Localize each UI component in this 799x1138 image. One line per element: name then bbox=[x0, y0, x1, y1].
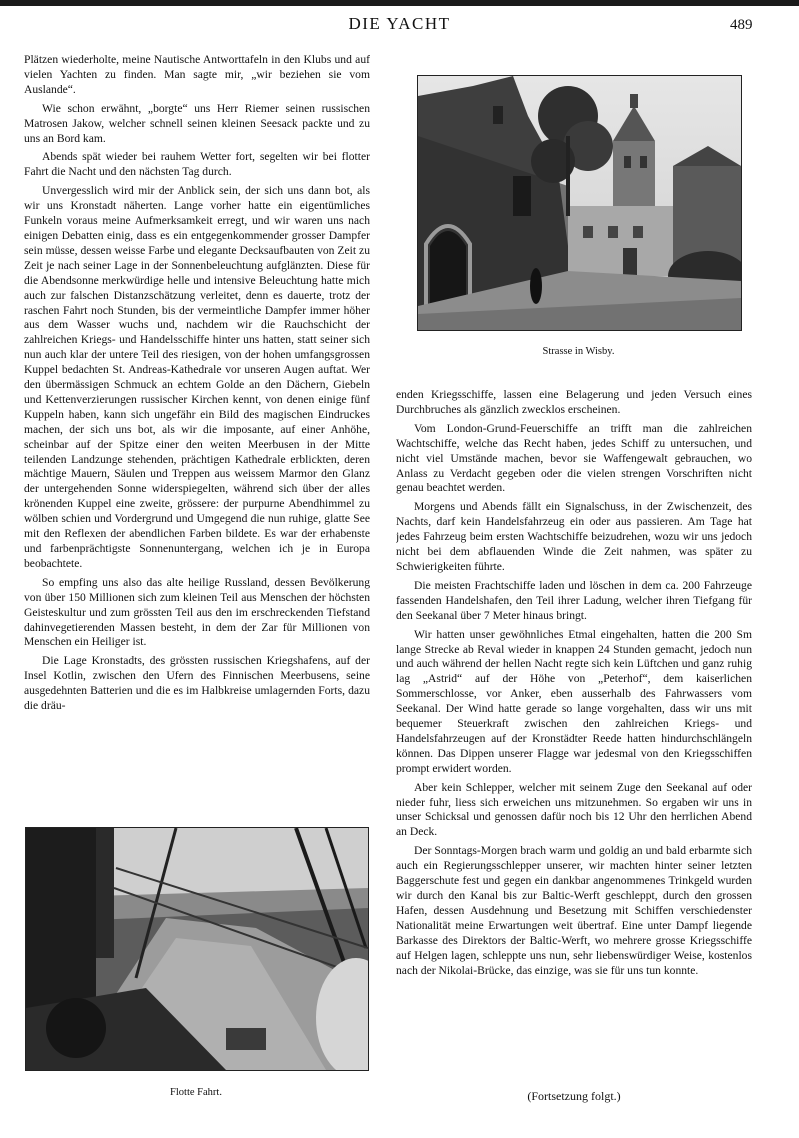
paragraph: So empfing uns also das alte heilige Russland, dessen Bevölkerung von über 150 Millionen sich zum kleinen Teil aus Menschen der höchsten Geisteskultur und zum grössten Teil aus den im erschreckenden Tiefstand dahinvegetierenden Massen besteht, in dem der Zar für Millionen von Menschen ein Heiliger ist. bbox=[24, 575, 370, 649]
paragraph: Wir hatten unser gewöhnliches Etmal eingehalten, hatten die 200 Sm lange Strecke ab Reval wieder in knappen 24 Stunden gemacht, jedoch nun und auch während der hellen Nacht regte sich kein Lüftchen und ganz ruhig lag „Astrid“ auf der Höhe von „Peterhof“, dem kaiserlichen Sommerschlosse, vor Anker, eben ausserhalb des Fahrwassers vom Seekanal. Der Wind hatte gerade so lange vorgehalten, dass wir uns mit bequemer Steuerkraft zwischen den zahlreichen Kriegs- und Handelsfahrzeugen auf der Kronstädter Reede hatten hindurchschlängeln können. Das Dippen unserer Flagge war jedesmal von den Kriegsschiffen prompt erwidert worden. bbox=[396, 627, 752, 775]
running-head-title: DIE YACHT bbox=[348, 14, 451, 33]
continuation-note: (Fortsetzung folgt.) bbox=[527, 1089, 621, 1103]
page-number: 489 bbox=[730, 17, 753, 33]
left-text-column bbox=[24, 53, 370, 801]
paragraph: Morgens und Abends fällt ein Signalschuss, in der Zwischenzeit, des Nachts, darf kein Handelsfahrzeug ein oder aus passieren. Am Tage hat jedes Fahrzeug beim ersten Wachtschiffe beizudrehen, wozu wir uns jedoch nicht bei dem abflauenden Winde die Zeit nahmen, was später zu Schwierigkeiten führte. bbox=[396, 500, 752, 573]
top-rule bbox=[0, 0, 799, 6]
paragraph: Abends spät wieder bei rauhem Wetter fort, segelten wir bei flotter Fahrt die Nacht und den nächsten Tag durch. bbox=[24, 150, 370, 179]
paragraph: Plätzen wiederholte, meine Nautische Antworttafeln in den Klubs und auf vielen Yachten zu finden. Man sagte mir, „wir beziehen sie vom Auslande“. bbox=[24, 53, 370, 96]
paragraph: Wie schon erwähnt, „borgte“ uns Herr Riemer seinen russischen Matrosen Jakow, welcher schnell seinen kleinen Seesack packte und zu uns an Bord kam. bbox=[24, 101, 370, 145]
wisby-street-photo bbox=[417, 75, 742, 331]
sailing-photo-caption: Flotte Fahrt. bbox=[170, 1087, 222, 1098]
paragraph: Die meisten Frachtschiffe laden und löschen in dem ca. 200 Fahrzeuge fassenden Handelshafen, den Teil ihrer Ladung, welcher ihren Tiefgang für den Seekanal über 7 Meter hinaus bringt. bbox=[396, 578, 752, 622]
paragraph: Unvergesslich wird mir der Anblick sein, der sich uns dann bot, als wir uns Kronstadt näherten. Lange vorher hatte ein eigentümliches Funkeln voraus meine Aufmerksamkeit erregt, und wir waren uns nach einigen Debatten einig, dass es ein entgegenkommender grosser Dampfer sein müsse, dessen weisse Farbe und elegante Decksaufbauten von Zeit zu Zeit je nach seiner Lage in der Sonnenbeleuchtung aufglänzten. Diese für die Abendsonne merkwürdige helle und intensive Beleuchtung hatte mich auch zur falschen Distanzschätzung verleitet, denn es dauerte, trotz der raschen Fahrt noch Stunden, bis der vermeintliche Dampfer immer höher aus dem Wasser wuchs und, nachdem wir die Rauchschicht der zahlreichen Kriegs- und Handelsschiffe hinter uns hatten, statt seiner sich nun auch klar der untere Teil des riesigen, von der hohen umfangsgrossen Kuppel bedachten St. Andreas-Kathedrale vor unseren Augen auftat. Wer den übermässigen Schmuck an echtem Golde an den Dächern, Giebeln und Kettenverzierungen russischer Kirchen kennt, von denen einige fünf Kuppeln haben, kann sich ungefähr ein Bild des magischen Eindruckes machen, der sich uns bot, als wir die imposante, auf einer Anhöhe, scheinbar auf der Spitze einer den weiten Meerbusen in der Mitte teilenden Landzunge stehenden, prächtigen Kathedrale erblickten, deren mächtige Mauern, Säulen und Treppen aus weissem Marmor den Glanz der untergehenden Sonne widerspiegelten, während sich über der alles krönenden Kuppel eine zweite, grössere: der purpurne Abendhimmel zu wölben schien und Vordergrund und Umgegend die nun ruhige, glatte See mit den Reflexen der abendlichen Farben bildete. Es war der erhabenste und farbenprächtigste Sonnenuntergang, welchen ich je in Europa beobachtete. bbox=[24, 184, 370, 570]
right-text-column bbox=[396, 388, 752, 1083]
paragraph: enden Kriegsschiffe, lassen eine Belagerung und jeden Versuch eines Durchbruches als gänzlich zwecklos erscheinen. bbox=[396, 388, 752, 416]
wisby-photo-caption: Strasse in Wisby. bbox=[542, 346, 615, 357]
paragraph: Vom London-Grund-Feuerschiffe an trifft man die zahlreichen Wachtschiffe, welche das Recht haben, jedes Schiff zu untersuchen, und nicht viel Umstände machen, bevor sie Waffengewalt gebrauchen, wo Anlass zu Verdacht gegeben oder die vielen strengen Vorschriften nicht genau beachtet werden. bbox=[396, 421, 752, 495]
paragraph: Aber kein Schlepper, welcher mit seinem Zuge den Seekanal auf oder nieder fuhr, liess sich erweichen uns mitzunehmen. So ergaben wir uns in unser Schicksal und genossen dafür noch bis 12 Uhr den herrlichen Abend an Deck. bbox=[396, 780, 752, 839]
sailing-deck-photo bbox=[25, 827, 369, 1071]
paragraph: Der Sonntags-Morgen brach warm und goldig an und bald erbarmte sich auch ein Regierungsschlepper unserer, wir machten hinter seiner letzten Baggerschute fest und gegen ein dankbar angenommenes Trinkgeld wurden wir durch den Kanal bis zur Baltic-Werft geschleppt, durch den grossen Hafen, dessen Ausdehnung und Besetzung mit Schiffen verschiedenster Nationalität meine Erwartungen weit übertraf. Eine unter Dampf liegende Barkasse des Direktors der Baltic-Werft, wo mehrere grosse Kriegsschiffe auf Helgen lagen, schleppte uns nun, sehr liebenswürdiger Weise, kostenlos nach der Nikolai-Brücke, das einzige, was sie für uns tun konnte. bbox=[396, 844, 752, 977]
paragraph: Die Lage Kronstadts, des grössten russischen Kriegshafens, auf der Insel Kotlin, zwischen den Ufern des Finnischen Meerbusens, seine ausgedehnten Batterien und die es im Halbkreise umlagernden Forts, dazu die dräu- bbox=[24, 654, 370, 713]
